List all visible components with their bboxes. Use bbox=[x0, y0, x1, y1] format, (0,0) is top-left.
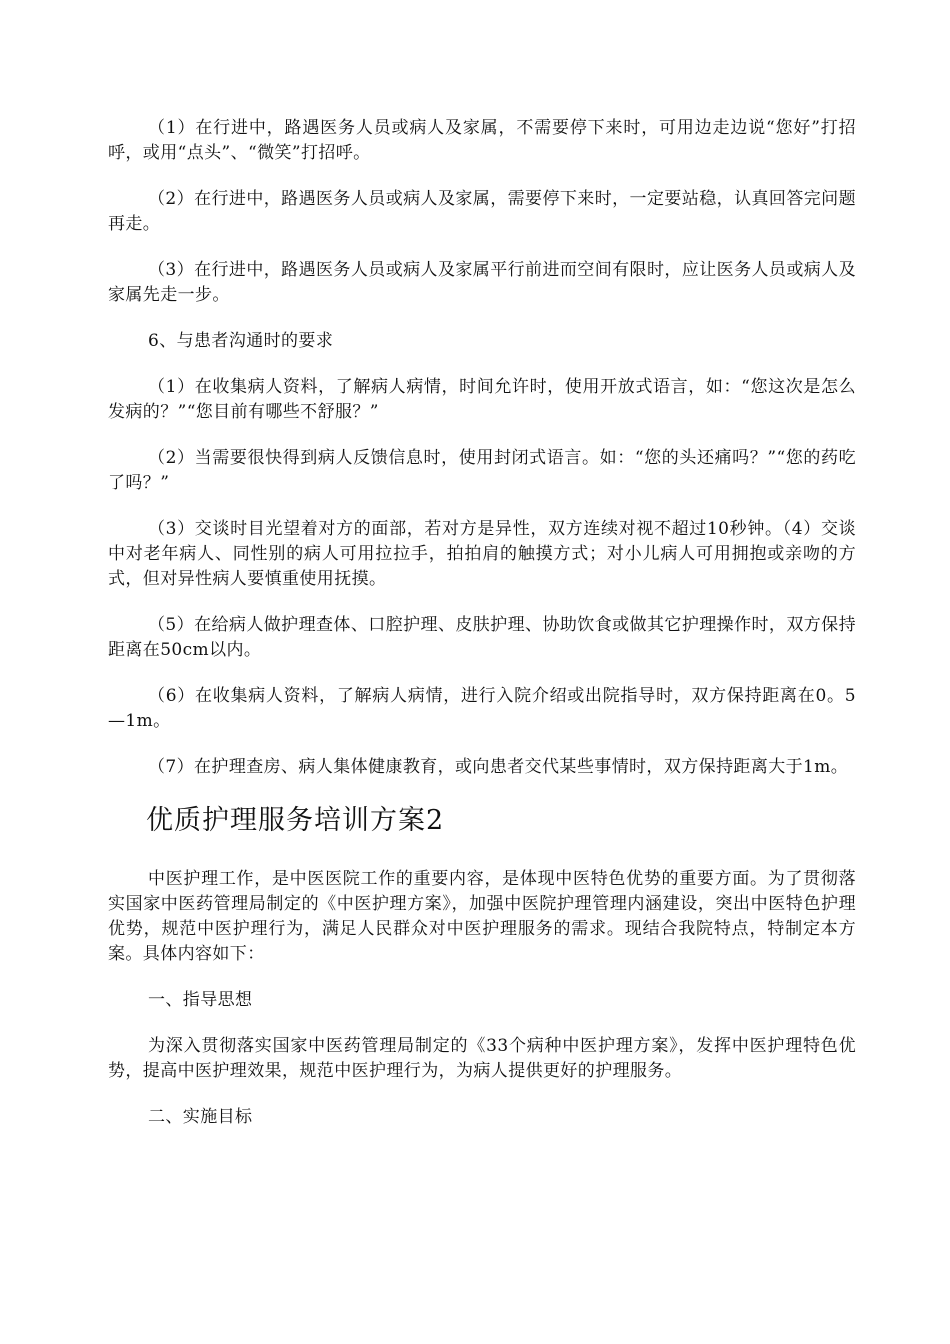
paragraph-walking-3: （3）在行进中，路遇医务人员或病人及家属平行前进而空间有限时，应让医务人员或病人及家属先走一步。 bbox=[108, 260, 856, 305]
paragraph-communication-3: （3）交谈时目光望着对方的面部，若对方是异性，双方连续对视不超过10秒钟。（4）交谈中对老年病人、同性别的病人可用拉拉手，拍拍肩的触摸方式；对小儿病人可用拥抱或亲吻的方式，但对异性病人要慎重使用抚摸。 bbox=[108, 519, 856, 589]
paragraph-guiding-thought: 为深入贯彻落实国家中医药管理局制定的《33个病种中医护理方案》，发挥中医护理特色优势，提高中医护理效果，规范中医护理行为，为病人提供更好的护理服务。 bbox=[108, 1036, 856, 1081]
paragraph-communication-1: （1）在收集病人资料，了解病人病情，时间允许时，使用开放式语言，如：“您这次是怎么发病的？”“您目前有哪些不舒服？” bbox=[108, 377, 856, 422]
heading-implementation-goals: 二、实施目标 bbox=[148, 1107, 253, 1127]
paragraph-intro: 中医护理工作，是中医医院工作的重要内容，是体现中医特色优势的重要方面。为了贯彻落实国家中医药管理局制定的《中医护理方案》，加强中医院护理管理内涵建设，突出中医特色护理优势，规范中医护理行为，满足人民群众对中医护理服务的需求。现结合我院特点，特制定本方案。具体内容如下： bbox=[108, 869, 856, 964]
document-body bbox=[108, 116, 856, 1151]
paragraph-communication-6: （7）在护理查房、病人集体健康教育，或向患者交代某些事情时，双方保持距离大于1m。 bbox=[148, 757, 849, 777]
paragraph-communication-4: （5）在给病人做护理查体、口腔护理、皮肤护理、协助饮食或做其它护理操作时，双方保持距离在50cm以内。 bbox=[108, 615, 856, 660]
paragraph-walking-2: （2）在行进中，路遇医务人员或病人及家属，需要停下来时，一定要站稳，认真回答完问题再走。 bbox=[108, 189, 856, 234]
heading-guiding-thought: 一、指导思想 bbox=[148, 990, 253, 1010]
paragraph-walking-1: （1）在行进中，路遇医务人员或病人及家属，不需要停下来时，可用边走边说“您好”打招呼，或用“点头”、“微笑”打招呼。 bbox=[108, 118, 856, 163]
subheading-communication: 6、与患者沟通时的要求 bbox=[148, 331, 334, 351]
section-title: 优质护理服务培训方案2 bbox=[146, 805, 445, 836]
paragraph-communication-5: （6）在收集病人资料，了解病人病情，进行入院介绍或出院指导时，双方保持距离在0。5—1m。 bbox=[108, 686, 856, 731]
paragraph-communication-2: （2）当需要很快得到病人反馈信息时，使用封闭式语言。如：“您的头还痛吗？”“您的药吃了吗？” bbox=[108, 448, 856, 493]
